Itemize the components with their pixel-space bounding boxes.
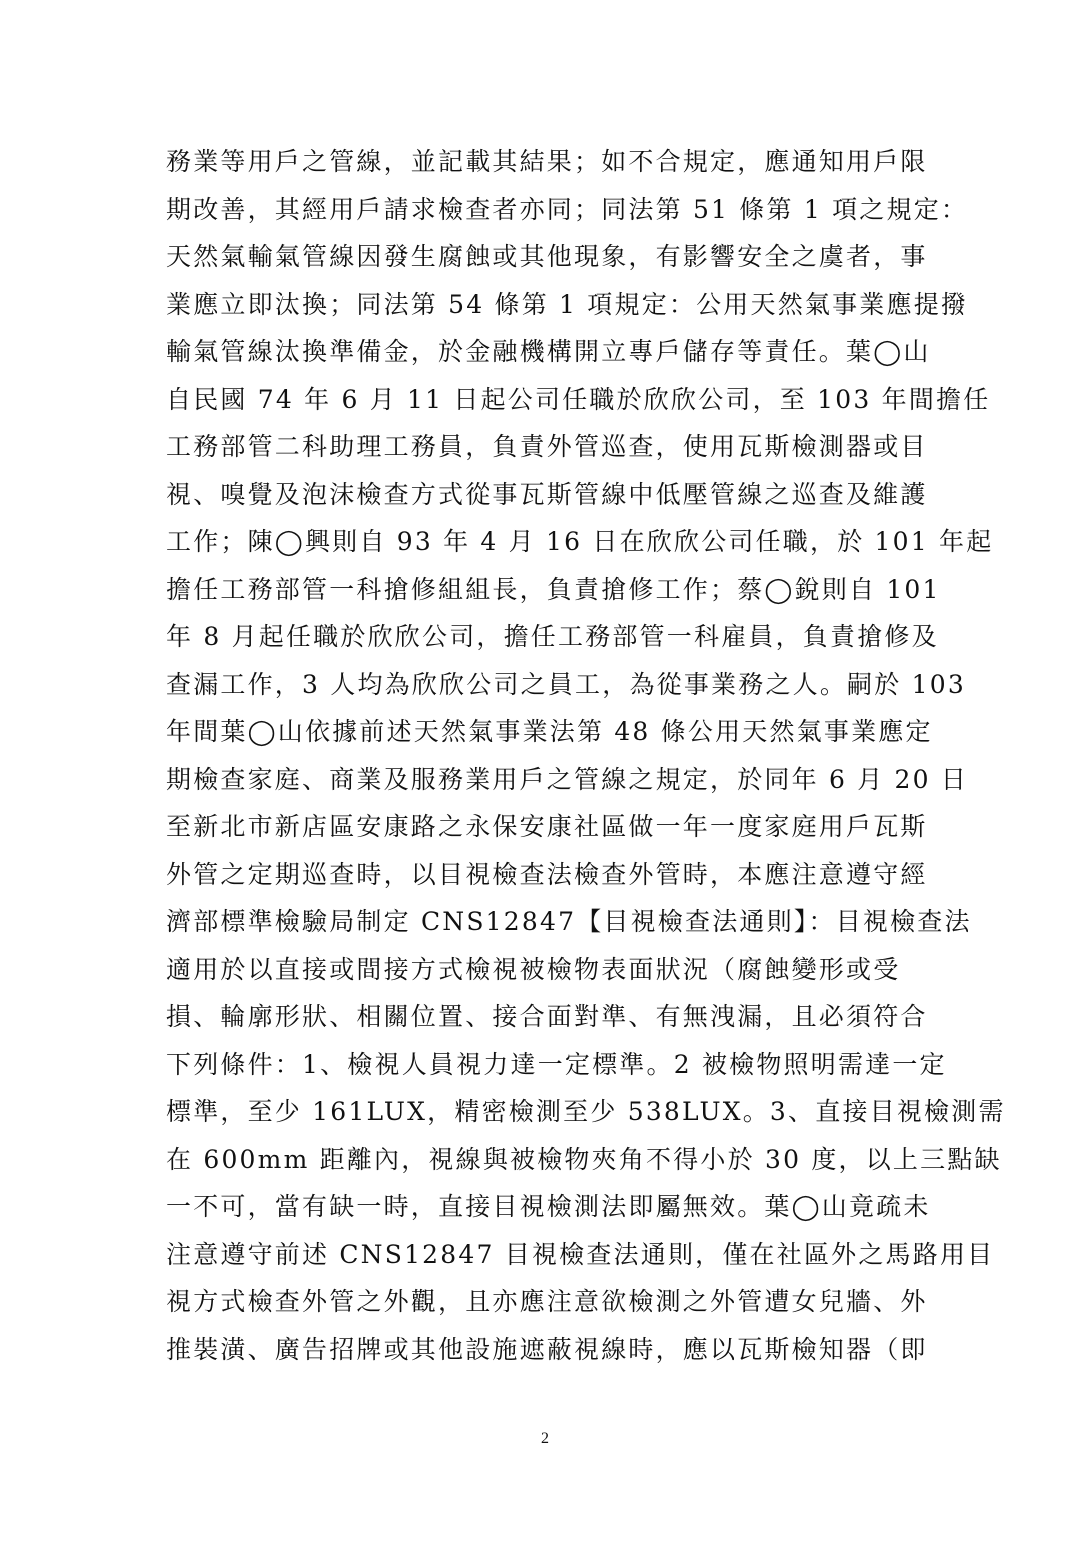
- text-line: 注意遵守前述 CNS12847 目視檢查法通則，僅在社區外之馬路用目: [166, 1239, 995, 1269]
- text-line: 在 600mm 距離內，視線與被檢物夾角不得小於 30 度，以上三點缺: [166, 1144, 1002, 1174]
- text-line: 損、輪廓形狀、相關位置、接合面對準、有無洩漏，且必須符合: [166, 1002, 928, 1031]
- text-line: 年 8 月起任職於欣欣公司，擔任工務部管一科雇員，負責搶修及: [166, 622, 939, 651]
- page-number: 2: [541, 1430, 549, 1447]
- text-line: 適用於以直接或間接方式檢視被檢物表面狀況（腐蝕變形或受: [166, 954, 901, 984]
- text-line: 工務部管二科助理工務員，負責外管巡查，使用瓦斯檢測器或目: [166, 432, 928, 461]
- text-line: 推裝潢、廣告招牌或其他設施遮蔽視線時，應以瓦斯檢知器（即: [166, 1334, 928, 1364]
- text-line: 視方式檢查外管之外觀，且亦應注意欲檢測之外管遭女兒牆、外: [166, 1287, 928, 1316]
- text-line: 外管之定期巡查時，以目視檢查法檢查外管時，本應注意遵守經: [166, 859, 928, 889]
- text-line: 查漏工作，3 人均為欣欣公司之員工，為從事業務之人。嗣於 103: [166, 669, 966, 699]
- text-line: 濟部標準檢驗局制定 CNS12847【目視檢查法通則】：目視檢查法: [166, 907, 972, 936]
- text-line: 一不可，當有缺一時，直接目視檢測法即屬無效。葉◯山竟疏未: [166, 1192, 931, 1221]
- text-line: 業應立即汰換；同法第 54 條第 1 項規定：公用天然氣事業應提撥: [166, 289, 969, 319]
- text-line: 務業等用戶之管線，並記載其結果；如不合規定，應通知用戶限: [166, 147, 928, 176]
- text-line: 年間葉◯山依據前述天然氣事業法第 48 條公用天然氣事業應定: [166, 717, 933, 746]
- text-line: 自民國 74 年 6 月 11 日起公司任職於欣欣公司，至 103 年間擔任: [166, 384, 991, 414]
- text-line: 期改善，其經用戶請求檢查者亦同；同法第 51 條第 1 項之規定：: [166, 194, 969, 224]
- text-line: 視、嗅覺及泡沫檢查方式從事瓦斯管線中低壓管線之巡查及維護: [166, 479, 928, 509]
- text-line: 至新北市新店區安康路之永保安康社區做一年一度家庭用戶瓦斯: [166, 812, 928, 841]
- text-line: 天然氣輸氣管線因發生腐蝕或其他現象，有影響安全之虞者，事: [166, 242, 928, 271]
- text-line: 工作；陳◯興則自 93 年 4 月 16 日在欣欣公司任職，於 101 年起: [166, 527, 994, 556]
- text-line: 輸氣管線汰換準備金，於金融機構開立專戶儲存等責任。葉◯山: [166, 337, 931, 366]
- text-line: 標準，至少 161LUX，精密檢測至少 538LUX。3、直接目視檢測需: [166, 1097, 1006, 1126]
- text-line: 期檢查家庭、商業及服務業用戶之管線之規定，於同年 6 月 20 日: [166, 764, 969, 794]
- text-line: 擔任工務部管一科搶修組組長，負責搶修工作；蔡◯銳則自 101: [166, 574, 941, 604]
- text-line: 下列條件：1、檢視人員視力達一定標準。2 被檢物照明需達一定: [166, 1049, 947, 1079]
- body-text: [166, 138, 1006, 1373]
